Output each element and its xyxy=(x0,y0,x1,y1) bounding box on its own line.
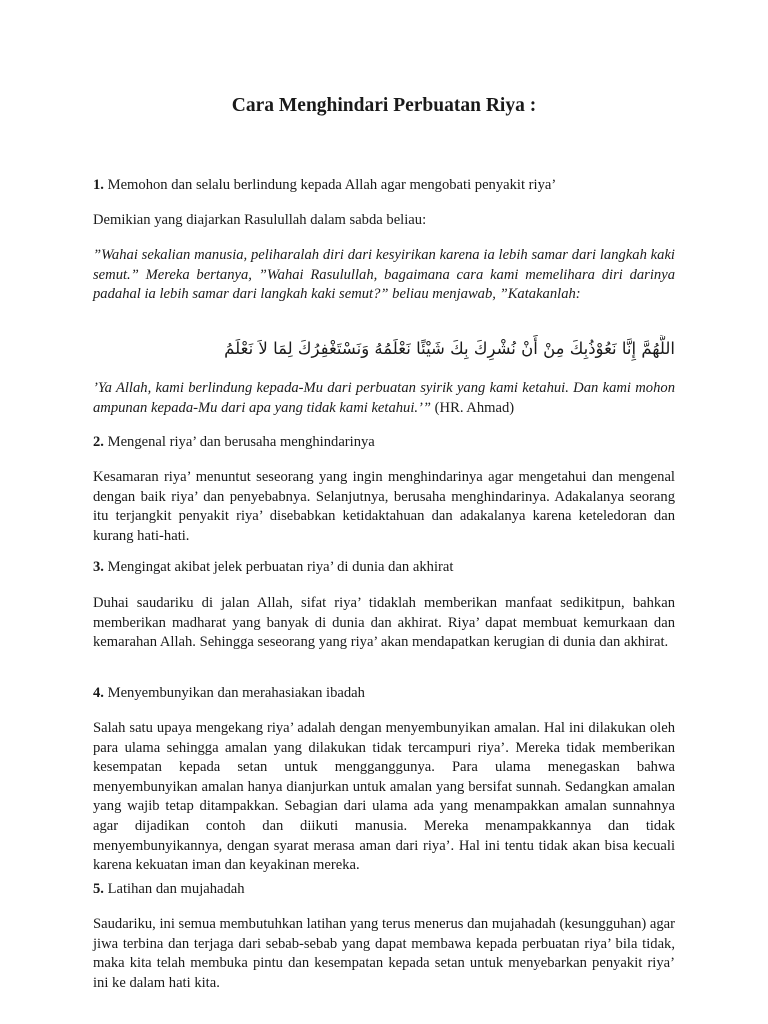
section-1-heading xyxy=(93,176,675,196)
hadith-citation: (HR. Ahmad) xyxy=(431,399,515,416)
section-1-number: 1. xyxy=(93,177,104,193)
section-5-heading xyxy=(93,880,675,900)
section-5-heading-text: Latihan dan mujahadah xyxy=(103,881,245,897)
section-1-heading-text: Memohon dan selalu berlindung kepada Allah agar mengobati penyakit riya’ xyxy=(103,177,557,193)
arabic-prayer: اللَّهُمَّ إِنَّا نَعُوْذُبِكَ مِنْ أَنْ نُشْرِكَ بِكَ شَيْئًا نَعْلَمُهُ وَنَسْتَغْفِرُكَ لِمَا لاَ نَعْلَمُ xyxy=(224,339,675,358)
page-title: Cara Menghindari Perbuatan Riya : xyxy=(231,95,537,116)
translation-text: ’Ya Allah, kami berlindung kepada-Mu dari perbuatan syirik yang kami ketahui. Dan kami mohon ampunan kepada-Mu dari apa yang tidak kami ketahui.’” xyxy=(93,380,675,416)
section-2-heading-text: Mengenal riya’ dan berusaha menghindarinya xyxy=(103,434,375,450)
section-1-quote: ”Wahai sekalian manusia, peliharalah diri dari kesyirikan karena ia lebih samar dari langkah kaki semut.” Mereka bertanya, ”Wahai Rasulullah, bagaimana cara kami memelihara diri darinya padahal ia lebih samar dari langkah kaki semut?” beliau menjawab, ”Katakanlah: xyxy=(93,247,675,303)
section-3-body: Duhai saudariku di jalan Allah, sifat riya’ tidaklah memberikan manfaat sedikitpun, bahkan memberikan madharat yang banyak di dunia dan akhirat. Riya’ dapat membuat kemurkaan dan kemarahan Allah. Sehingga seseorang yang riya’ akan mendapatkan kerugian di dunia dan akhirat. xyxy=(93,595,675,651)
document-page xyxy=(93,0,675,1024)
section-3-heading xyxy=(93,558,675,578)
section-2-number: 2. xyxy=(93,434,104,450)
section-5-body: Saudariku, ini semua membutuhkan latihan yang terus menerus dan mujahadah (kesungguhan) agar jiwa terbina dan terjaga dari sebab-sebab yang dapat membawa kepada perbuatan riya’ bila tidak, maka kita telah membuka pintu dan kesempatan kepada setan untuk menyebarkan penyakit riya’ ini ke dalam hati kita. xyxy=(93,916,675,991)
section-1-translation xyxy=(93,379,675,418)
section-3-number: 3. xyxy=(93,559,104,575)
section-4-heading xyxy=(93,684,675,704)
section-4-body: Salah satu upaya mengekang riya’ adalah dengan menyembunyikan amalan. Hal ini dilakukan oleh para ulama sehingga amalan yang dilakukan tidak tercampuri riya’. Mereka tidak memberikan kesempatan kepada setan untuk mengganggunya. Para ulama menegaskan bahwa menyembunyikan amalan hanya dianjurkan untuk amalan yang bersifat sunnah. Sedangkan amalan yang wajib tetap ditampakkan. Sebagian dari ulama ada yang menampakkan amalan sunnahnya agar dijadikan contoh dan diikuti manusia. Mereka menampakkannya dan tidak menyembunyikannya, dengan syarat merasa aman dari riya’. Hal ini tentu tidak akan bisa kecuali karena kekuatan iman dan keyakinan mereka. xyxy=(93,720,675,874)
section-3-heading-text: Mengingat akibat jelek perbuatan riya’ di dunia dan akhirat xyxy=(103,559,454,575)
section-5-number: 5. xyxy=(93,881,104,897)
section-2-body: Kesamaran riya’ menuntut seseorang yang ingin menghindarinya agar mengetahui dan mengenal dengan baik riya’ dan penyebabnya. Selanjutnya, berusaha menghindarinya. Adakalanya seorang itu terjangkit penyakit riya’ disebabkan ketidaktahuan dan adakalanya karena keteledoran dan kurang hati-hati. xyxy=(93,469,675,544)
section-4-number: 4. xyxy=(93,685,104,701)
section-2-heading xyxy=(93,433,675,453)
section-1-intro: Demikian yang diajarkan Rasulullah dalam sabda beliau: xyxy=(93,212,427,228)
section-4-heading-text: Menyembunyikan dan merahasiakan ibadah xyxy=(103,685,365,701)
